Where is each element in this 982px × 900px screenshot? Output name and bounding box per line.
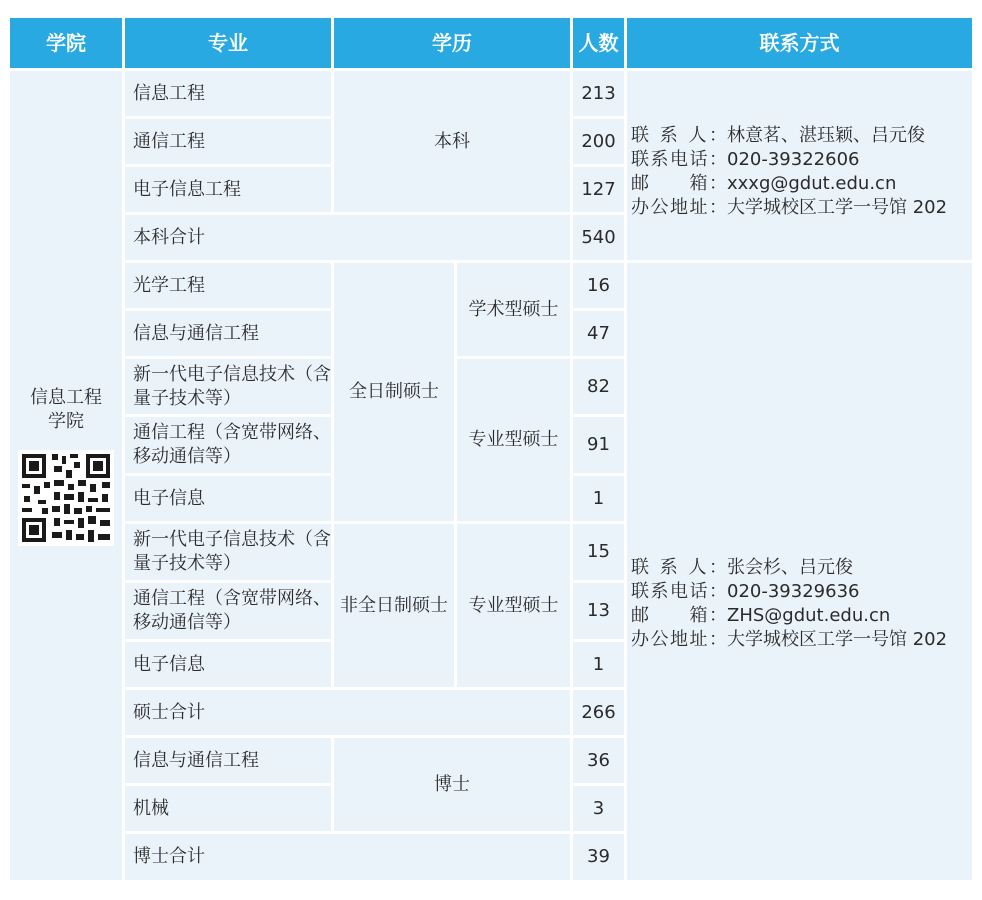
- major-cell: 机械: [125, 786, 331, 831]
- college-cell: [10, 71, 122, 880]
- contact-email: 邮 箱： xxxg@gdut.edu.cn: [631, 172, 897, 194]
- major-cell: 信息与通信工程: [125, 738, 331, 783]
- doctor-total-label: 博士合计: [125, 834, 570, 880]
- doctor-total-count: 39: [573, 834, 624, 880]
- header-college: 学院: [10, 18, 122, 68]
- undergrad-total-label: 本科合计: [125, 215, 570, 260]
- major-cell: 电子信息: [125, 642, 331, 687]
- count-cell: 1: [573, 642, 624, 687]
- count-cell: 200: [573, 119, 624, 164]
- major-cell: 新一代电子信息技术（含 量子技术等）: [125, 524, 331, 580]
- contact-phone: 联系电话： 020-39329636: [631, 580, 860, 602]
- qr-code-icon: [18, 450, 114, 546]
- degree-professional-master: 专业型硕士: [457, 359, 570, 521]
- major-cell: 通信工程: [125, 119, 331, 164]
- header-degree: 学历: [334, 18, 570, 68]
- count-cell: 16: [573, 263, 624, 308]
- master-total-count: 266: [573, 690, 624, 735]
- count-cell: 91: [573, 417, 624, 473]
- degree-doctor: 博士: [334, 738, 570, 831]
- count-cell: 47: [573, 311, 624, 356]
- degree-professional-master-parttime: 专业型硕士: [457, 524, 570, 687]
- header-contact: 联系方式: [627, 18, 972, 68]
- degree-parttime-master: 非全日制硕士: [334, 524, 454, 687]
- count-cell: 3: [573, 786, 624, 831]
- count-cell: 15: [573, 524, 624, 580]
- count-cell: 82: [573, 359, 624, 414]
- major-cell: 信息工程: [125, 71, 331, 116]
- major-cell: 通信工程（含宽带网络、 移动通信等）: [125, 583, 331, 639]
- count-cell: 127: [573, 167, 624, 212]
- degree-academic-master: 学术型硕士: [457, 263, 570, 356]
- major-cell: 新一代电子信息技术（含 量子技术等）: [125, 359, 331, 414]
- contact-undergrad: [627, 71, 972, 260]
- count-cell: 36: [573, 738, 624, 783]
- contact-email: 邮 箱： ZHS@gdut.edu.cn: [631, 604, 891, 626]
- contact-person: 联 系 人： 林意茗、湛珏颖、吕元俊: [631, 124, 925, 146]
- major-cell: 光学工程: [125, 263, 331, 308]
- contact-phone: 联系电话： 020-39322606: [631, 148, 860, 170]
- contact-person: 联 系 人： 张会杉、吕元俊: [631, 556, 853, 578]
- count-cell: 213: [573, 71, 624, 116]
- count-cell: 13: [573, 583, 624, 639]
- count-cell: 1: [573, 476, 624, 521]
- contact-address: 办公地址： 大学城校区工学一号馆 202: [631, 196, 948, 218]
- major-cell: 信息与通信工程: [125, 311, 331, 356]
- degree-fulltime-master: 全日制硕士: [334, 263, 454, 521]
- header-major: 专业: [125, 18, 331, 68]
- enrollment-table: [10, 18, 972, 880]
- contact-address: 办公地址： 大学城校区工学一号馆 202: [631, 628, 948, 650]
- header-count: 人数: [573, 18, 624, 68]
- degree-undergrad: 本科: [334, 71, 570, 212]
- undergrad-total-count: 540: [573, 215, 624, 260]
- college-name: 信息工程 学院: [30, 386, 102, 432]
- major-cell: 电子信息工程: [125, 167, 331, 212]
- major-cell: 通信工程（含宽带网络、 移动通信等）: [125, 417, 331, 473]
- contact-grad: [627, 263, 972, 880]
- major-cell: 电子信息: [125, 476, 331, 521]
- master-total-label: 硕士合计: [125, 690, 570, 735]
